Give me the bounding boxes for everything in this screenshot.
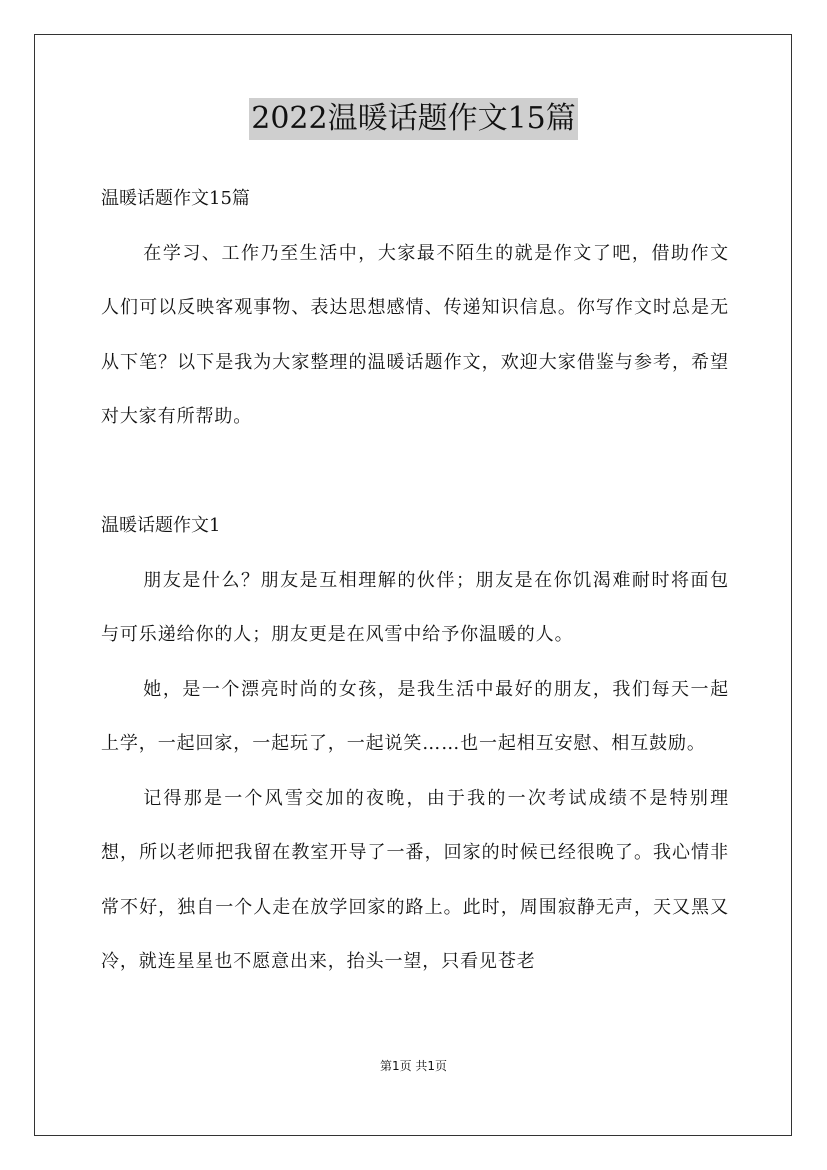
title-container xyxy=(0,98,827,140)
page-footer: 第1页 共1页 xyxy=(379,1059,448,1073)
essay-paragraph: 她，是一个漂亮时尚的女孩，是我生活中最好的朋友，我们每天一起上学，一起回家，一起玩了，一起说笑……也一起相互安慰、相互鼓励。 xyxy=(101,678,729,754)
document-body xyxy=(101,172,729,990)
essay-paragraph: 朋友是什么？朋友是互相理解的伙伴；朋友是在你饥渴难耐时将面包与可乐递给你的人；朋友更是在风雪中给予你温暖的人。 xyxy=(101,569,729,645)
intro-paragraph: 在学习、工作乃至生活中，大家最不陌生的就是作文了吧，借助作文人们可以反映客观事物、表达思想感情、传递知识信息。你写作文时总是无从下笔？以下是我为大家整理的温暖话题作文，欢迎大家借鉴与参考，希望对大家有所帮助。 xyxy=(101,242,729,427)
section-spacer xyxy=(101,445,729,500)
document-subtitle: 温暖话题作文15篇 xyxy=(101,188,250,209)
essay-heading: 温暖话题作文1 xyxy=(101,515,221,536)
document-title: 2022温暖话题作文15篇 xyxy=(249,98,578,140)
essay-paragraph: 记得那是一个风雪交加的夜晚，由于我的一次考试成绩不是特别理想，所以老师把我留在教室开导了一番，回家的时候已经很晚了。我心情非常不好，独自一个人走在放学回家的路上。此时，周围寂静无声，天又黑又冷，就连星星也不愿意出来，抬头一望，只看见苍老 xyxy=(101,787,729,972)
